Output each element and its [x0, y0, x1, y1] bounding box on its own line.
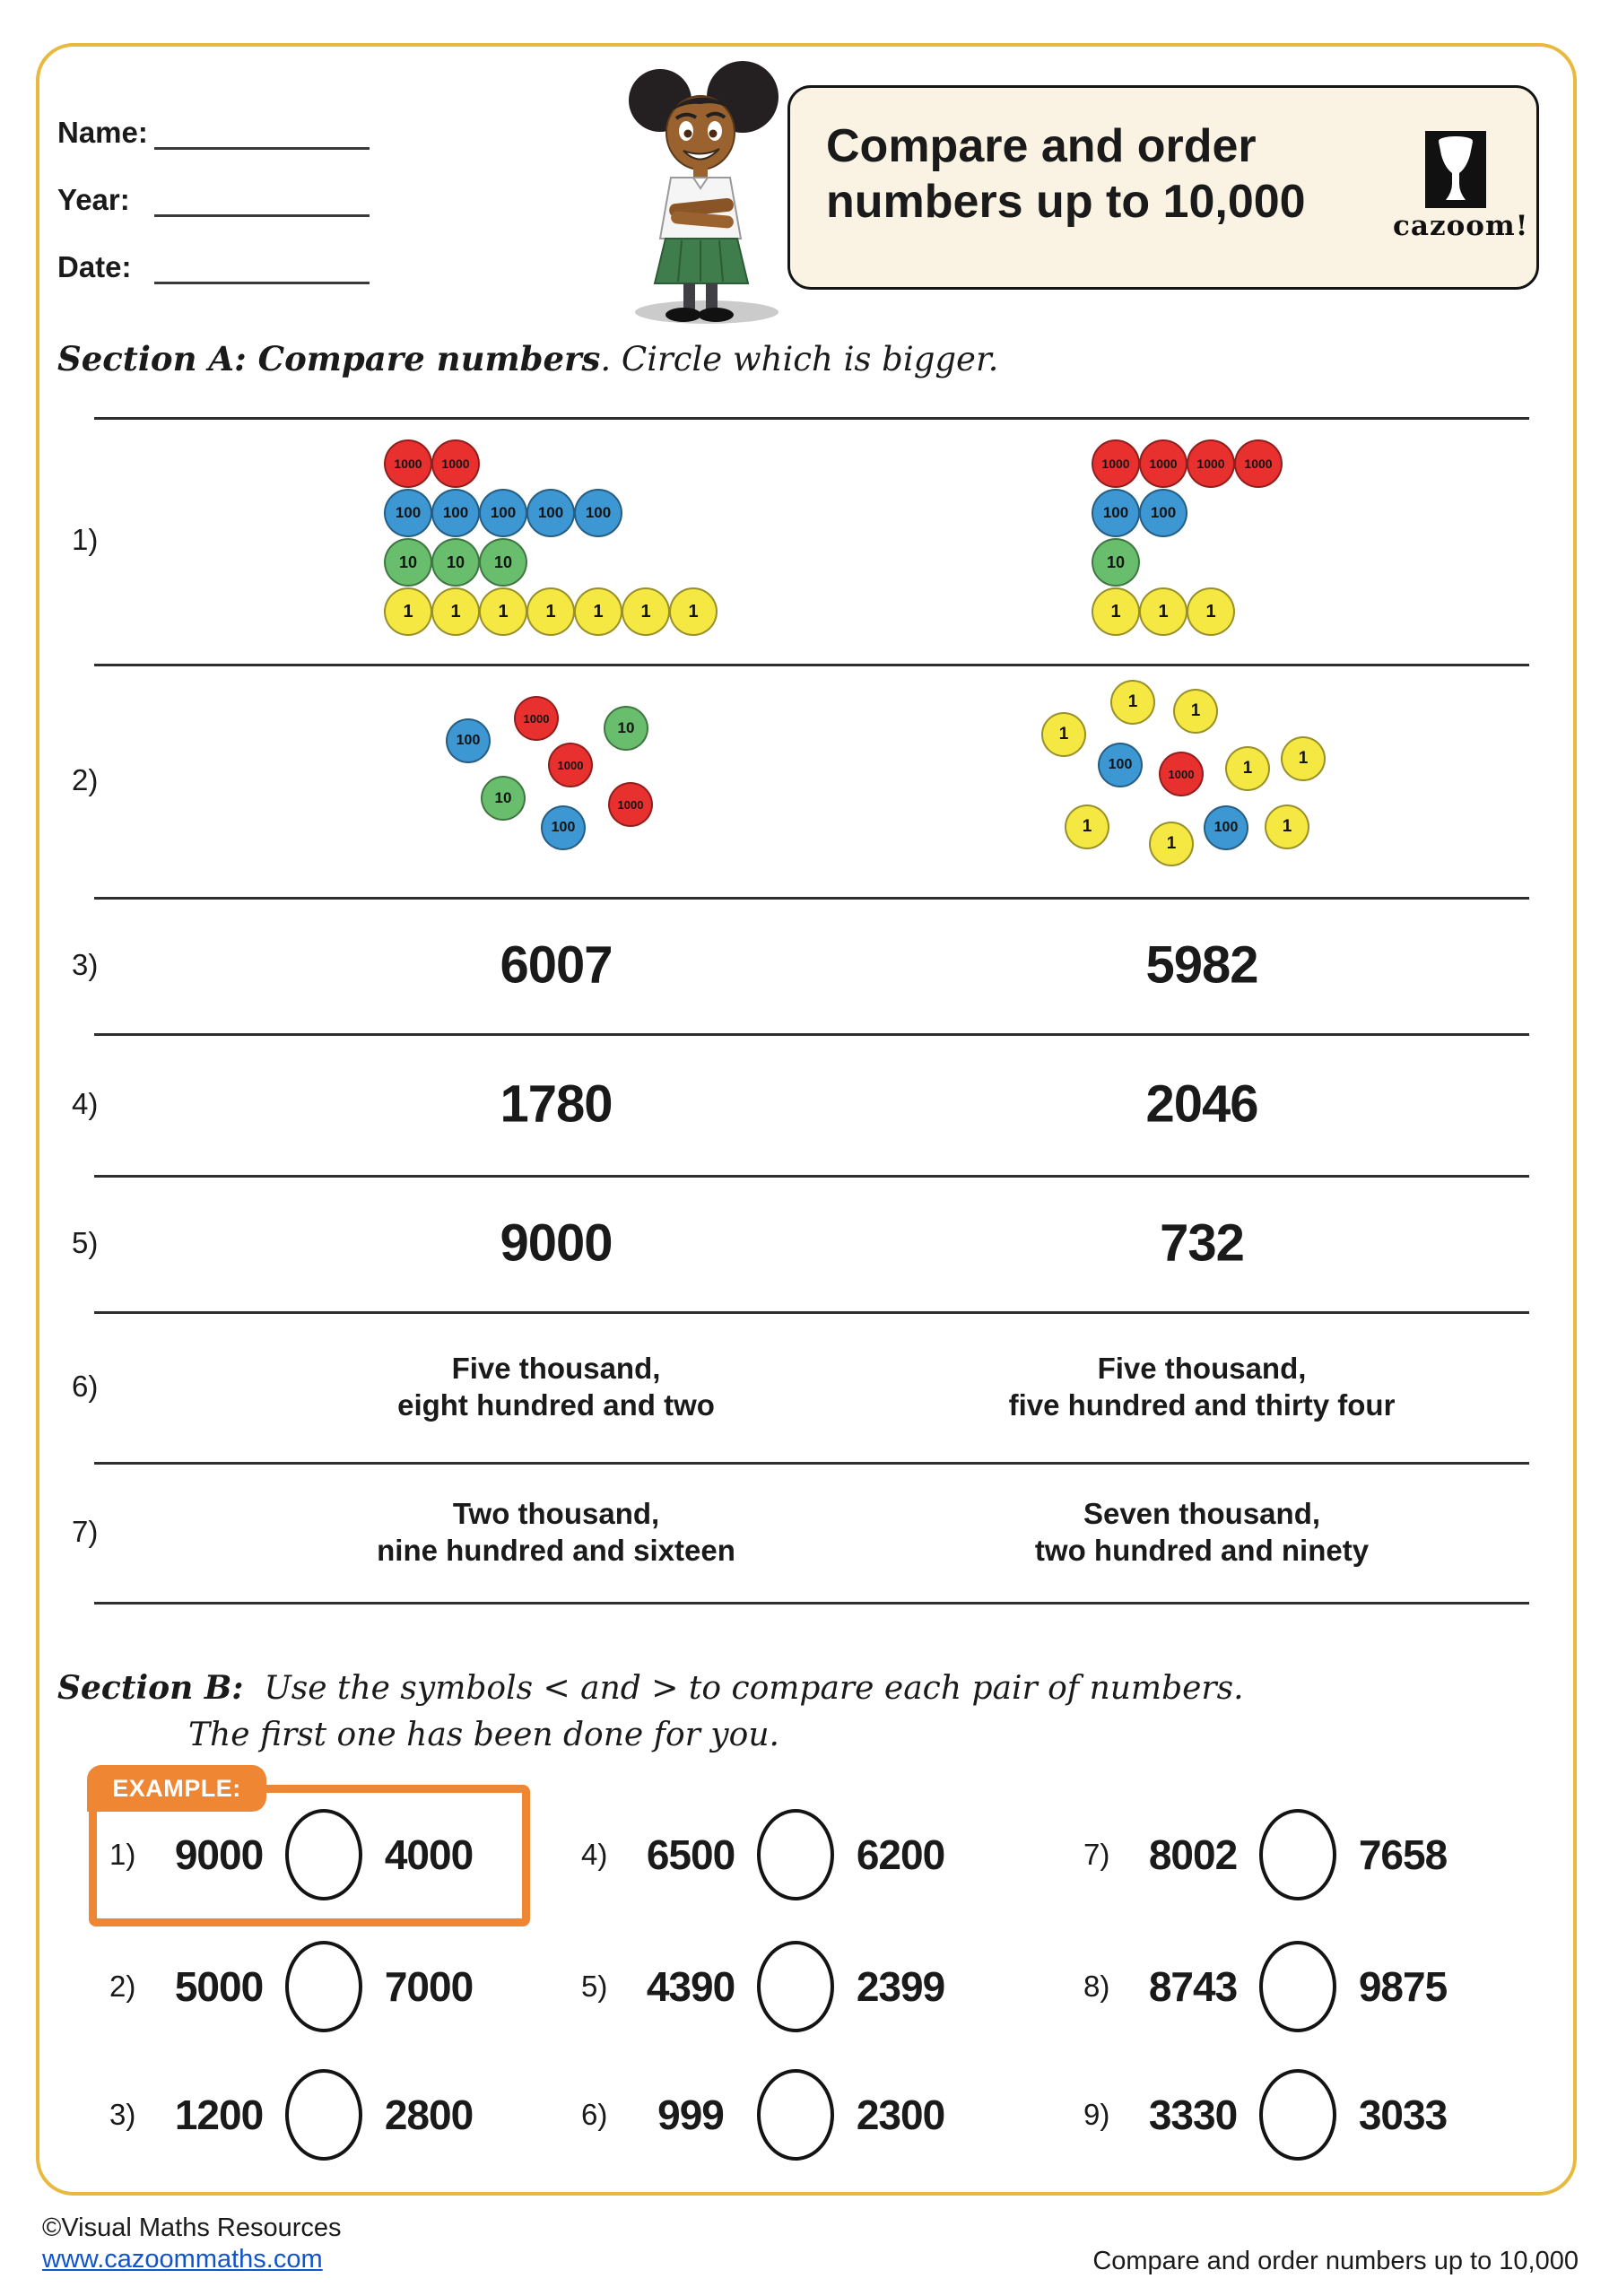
answer-circle[interactable] [757, 1941, 834, 2032]
counter-10: 10 [1092, 538, 1140, 587]
cazoommaths-link[interactable]: www.cazoommaths.com [42, 2245, 323, 2274]
compare-words-left [377, 1495, 735, 1569]
item-number: 2) [109, 1970, 136, 2003]
example-tab: EXAMPLE: [87, 1765, 266, 1812]
comparison-item [109, 1805, 491, 1904]
section-b-heading-line1 [57, 1665, 1244, 1712]
section-a-heading [57, 339, 998, 378]
answer-circle[interactable] [1259, 2069, 1336, 2161]
item-number: 1) [109, 1838, 136, 1871]
row-label: 4) [72, 1087, 99, 1120]
comparison-item [581, 2066, 963, 2164]
header-fields [57, 108, 370, 309]
item-left-value: 6500 [646, 1831, 735, 1878]
counter-10: 10 [479, 538, 527, 587]
counter-100: 100 [431, 489, 480, 537]
counter-1000: 1000 [608, 782, 653, 827]
date-label: Date: [57, 250, 132, 283]
item-right-value: 6200 [856, 1831, 945, 1878]
answer-circle[interactable] [285, 2069, 362, 2161]
row-label: 5) [72, 1226, 99, 1259]
section-b-heading [57, 1665, 1244, 1759]
counter-100: 100 [1204, 805, 1248, 850]
compare-value-right: 5982 [1145, 935, 1258, 995]
counter-100: 100 [479, 489, 527, 537]
item-left-value: 9000 [174, 1831, 264, 1878]
item-right-value: 7658 [1358, 1831, 1448, 1878]
counter-100: 100 [1098, 743, 1143, 787]
year-label: Year: [57, 183, 130, 216]
item-right-value: 9875 [1358, 1963, 1448, 2010]
title-box [787, 85, 1539, 290]
compare-value-left: 9000 [500, 1213, 613, 1273]
comparison-item [581, 1937, 963, 2036]
item-right-value: 2399 [856, 1963, 945, 2010]
counter-1: 1 [1149, 822, 1194, 866]
title-line-2: numbers up to 10,000 [826, 176, 1306, 228]
counter-100: 100 [526, 489, 575, 537]
counter-1: 1 [1187, 587, 1235, 636]
year-field [57, 175, 370, 217]
row-separator-line [94, 1311, 1529, 1314]
word-line: Seven thousand, [1083, 1497, 1321, 1530]
item-right-value: 4000 [384, 1831, 474, 1878]
item-number: 7) [1083, 1838, 1110, 1871]
counter-1: 1 [1092, 587, 1140, 636]
item-number: 6) [581, 2098, 608, 2131]
word-line: eight hundred and two [397, 1388, 715, 1422]
item-right-value: 7000 [384, 1963, 474, 2010]
word-line: Two thousand, [452, 1497, 660, 1530]
counter-10: 10 [604, 706, 648, 751]
cazoom-logo-text: cazoom! [1393, 210, 1529, 242]
year-input-line[interactable] [154, 180, 370, 217]
row-label: 3) [72, 948, 99, 981]
row-label: 7) [72, 1515, 99, 1548]
answer-circle[interactable] [757, 2069, 834, 2161]
item-left-value: 4390 [646, 1963, 735, 2010]
row-separator-line [94, 1033, 1529, 1036]
answer-circle[interactable] [1259, 1809, 1336, 1900]
counter-10: 10 [384, 538, 432, 587]
footer-worksheet-title: Compare and order numbers up to 10,000 [1092, 2247, 1579, 2275]
section-b-instruction-1: Use the symbols < and > to compare each pair of numbers. [264, 1670, 1244, 1707]
counter-1: 1 [384, 587, 432, 636]
answer-circle[interactable] [757, 1809, 834, 1900]
name-field [57, 108, 370, 150]
row-separator-line [94, 1462, 1529, 1465]
compare-words-right [1035, 1495, 1369, 1569]
item-number: 5) [581, 1970, 608, 2003]
section-a-heading-rest: . Circle which is bigger. [600, 340, 999, 378]
section-b-instruction-2: The first one has been done for you. [188, 1717, 779, 1753]
row-label: 1) [72, 523, 99, 556]
compare-value-left: 1780 [500, 1074, 613, 1134]
item-number: 4) [581, 1838, 608, 1871]
word-line: five hundred and thirty four [1008, 1388, 1396, 1422]
date-input-line[interactable] [154, 248, 370, 284]
compare-value-right: 732 [1160, 1213, 1244, 1273]
cazoom-logo [1393, 131, 1529, 242]
item-left-value: 8002 [1148, 1831, 1238, 1878]
comparison-item [581, 1805, 963, 1904]
counter-1: 1 [1139, 587, 1187, 636]
comparison-item [109, 1937, 491, 2036]
counter-1: 1 [1173, 689, 1218, 734]
student-illustration [606, 56, 807, 325]
title-line-1: Compare and order [826, 120, 1257, 172]
counter-100: 100 [574, 489, 622, 537]
item-left-value: 999 [657, 2092, 724, 2138]
counter-1: 1 [622, 587, 670, 636]
answer-circle[interactable] [285, 1809, 362, 1900]
counter-1: 1 [1110, 680, 1155, 725]
compare-value-left: 6007 [500, 935, 613, 995]
footer-copyright: ©Visual Maths Resources [42, 2213, 342, 2242]
compare-words-left [397, 1350, 715, 1423]
item-right-value: 2800 [384, 2092, 474, 2138]
answer-circle[interactable] [285, 1941, 362, 2032]
word-line: nine hundred and sixteen [377, 1534, 735, 1567]
section-a-heading-bold: Section A: Compare numbers [57, 339, 601, 378]
row-label: 6) [72, 1370, 99, 1403]
worksheet-title [826, 118, 1306, 230]
section-b-heading-bold: Section B: [57, 1669, 244, 1707]
item-right-value: 3033 [1358, 2092, 1448, 2138]
item-left-value: 8743 [1148, 1963, 1238, 2010]
item-right-value: 2300 [856, 2092, 945, 2138]
counter-1: 1 [1041, 712, 1086, 757]
compare-words-right [1009, 1350, 1396, 1423]
item-number: 9) [1083, 2098, 1110, 2131]
counter-10: 10 [431, 538, 480, 587]
answer-circle[interactable] [1259, 1941, 1336, 2032]
counter-1000: 1000 [1187, 439, 1235, 488]
counter-100: 100 [1092, 489, 1140, 537]
counter-1000: 1000 [514, 696, 559, 741]
counter-1000: 1000 [1234, 439, 1283, 488]
counter-100: 100 [541, 805, 586, 850]
counter-100: 100 [1139, 489, 1187, 537]
counter-1: 1 [1281, 736, 1326, 781]
item-left-value: 3330 [1148, 2092, 1238, 2138]
counter-1: 1 [479, 587, 527, 636]
row-label: 2) [72, 763, 99, 796]
counter-1000: 1000 [1092, 439, 1140, 488]
counter-100: 100 [446, 718, 491, 763]
counter-1: 1 [669, 587, 718, 636]
counter-1: 1 [526, 587, 575, 636]
counter-1: 1 [1065, 804, 1109, 849]
compare-value-right: 2046 [1145, 1074, 1258, 1134]
item-number: 3) [109, 2098, 136, 2131]
comparison-item [109, 2066, 491, 2164]
counter-1000: 1000 [1139, 439, 1187, 488]
row-separator-line [94, 1602, 1529, 1605]
counter-100: 100 [384, 489, 432, 537]
counter-1000: 1000 [384, 439, 432, 488]
counter-1000: 1000 [1159, 752, 1204, 796]
row-separator-line [94, 417, 1529, 420]
name-input-line[interactable] [154, 113, 370, 150]
word-line: Five thousand, [451, 1352, 661, 1385]
comparison-item [1083, 2066, 1466, 2164]
comparison-item [1083, 1805, 1466, 1904]
counter-10: 10 [481, 776, 526, 821]
item-left-value: 5000 [174, 1963, 264, 2010]
date-field [57, 242, 370, 284]
djembe-drum-icon [1425, 131, 1486, 208]
word-line: two hundred and ninety [1034, 1534, 1370, 1567]
row-separator-line [94, 664, 1529, 666]
counter-1: 1 [574, 587, 622, 636]
name-label: Name: [57, 116, 148, 149]
item-left-value: 1200 [174, 2092, 264, 2138]
counter-1: 1 [1265, 804, 1309, 849]
counter-1: 1 [1225, 746, 1270, 791]
comparison-item [1083, 1937, 1466, 2036]
item-number: 8) [1083, 1970, 1110, 2003]
counter-1000: 1000 [548, 743, 593, 787]
row-separator-line [94, 1175, 1529, 1178]
row-separator-line [94, 897, 1529, 900]
word-line: Five thousand, [1097, 1352, 1307, 1385]
counter-1: 1 [431, 587, 480, 636]
counter-1000: 1000 [431, 439, 480, 488]
